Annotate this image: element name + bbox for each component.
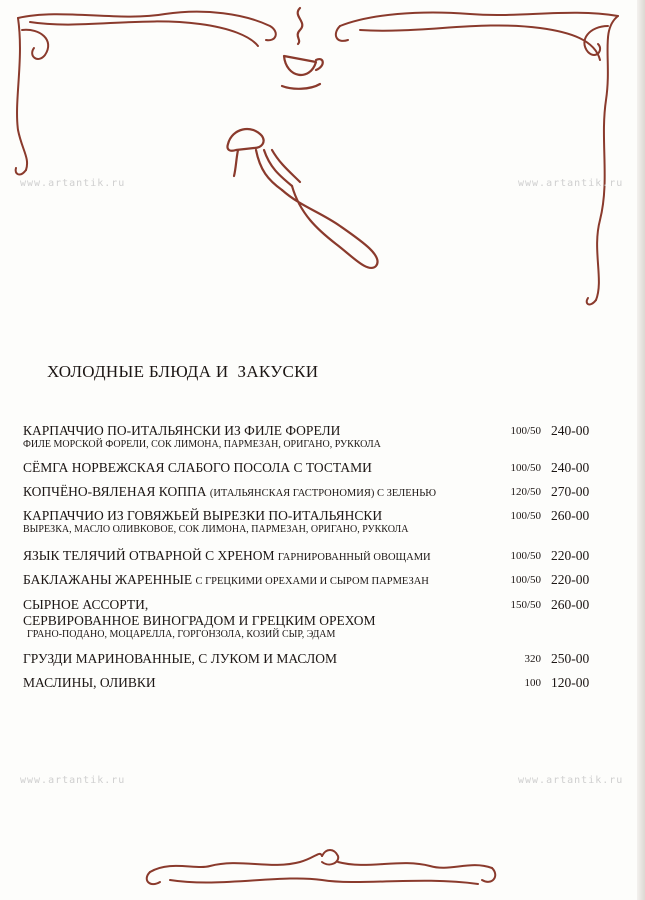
dish-name: ЯЗЫК ТЕЛЯЧИЙ ОТВАРНОЙ С ХРЕНОМ	[23, 548, 278, 563]
section-title: ХОЛОДНЫЕ БЛЮДА И ЗАКУСКИ	[47, 362, 319, 381]
menu-item	[23, 460, 623, 476]
watermark: www.artantik.ru	[518, 178, 624, 189]
dish-portion: 100/50	[510, 574, 541, 586]
dish-portion: 100	[524, 677, 541, 689]
dish-name: КАРПАЧЧИО ПО-ИТАЛЬЯНСКИ ИЗ ФИЛЕ ФОРЕЛИ	[23, 423, 341, 438]
dish-price: 240-00	[551, 460, 590, 475]
dish-portion: 100/50	[510, 550, 541, 562]
menu-item	[23, 423, 623, 451]
dish-description: ВЫРЕЗКА, МАСЛО ОЛИВКОВОЕ, СОК ЛИМОНА, ПАРМЕЗАН, ОРИГАНО, РУККОЛА	[23, 524, 409, 535]
dish-portion: 120/50	[510, 486, 541, 498]
dish-name: КОПЧЁНО-ВЯЛЕНАЯ КОППА	[23, 484, 210, 499]
watermark: www.artantik.ru	[518, 775, 624, 786]
dish-name: СЁМГА НОРВЕЖСКАЯ СЛАБОГО ПОСОЛА С ТОСТАМИ	[23, 460, 372, 475]
dish-description: ГРАНО-ПОДАНО, МОЦАРЕЛЛА, ГОРГОНЗОЛА, КОЗИЙ СЫР, ЭДАМ	[27, 629, 336, 640]
dish-portion: 100/50	[510, 425, 541, 437]
menu-item	[23, 572, 623, 590]
dish-name: СЫРНОЕ АССОРТИ,	[23, 597, 149, 612]
dish-price: 260-00	[551, 508, 590, 523]
dish-price: 220-00	[551, 548, 590, 563]
dish-price: 220-00	[551, 572, 590, 587]
dish-note: ГАРНИРОВАННЫЙ ОВОЩАМИ	[277, 552, 431, 563]
menu-item	[23, 484, 623, 502]
dish-name: МАСЛИНЫ, ОЛИВКИ	[23, 675, 156, 690]
dish-price: 250-00	[551, 651, 590, 666]
menu-item	[23, 651, 623, 667]
menu-item	[23, 675, 623, 691]
dish-portion: 150/50	[510, 599, 541, 611]
watermark: www.artantik.ru	[20, 178, 126, 189]
watermark: www.artantik.ru	[20, 775, 126, 786]
page-edge	[637, 0, 645, 900]
dish-name: ГРУЗДИ МАРИНОВАННЫЕ, С ЛУКОМ И МАСЛОМ	[23, 651, 337, 666]
mushroom-fork-icon	[227, 129, 377, 268]
menu-item	[23, 508, 623, 536]
dish-description: ФИЛЕ МОРСКОЙ ФОРЕЛИ, СОК ЛИМОНА, ПАРМЕЗАН, ОРИГАНО, РУККОЛА	[23, 439, 381, 450]
dish-portion: 320	[524, 653, 541, 665]
menu-item	[23, 548, 623, 566]
dish-price: 240-00	[551, 423, 590, 438]
dish-note: С ГРЕЦКИМИ ОРЕХАМИ И СЫРОМ ПАРМЕЗАН	[195, 576, 429, 587]
dish-portion: 100/50	[510, 510, 541, 522]
dish-name-line2: СЕРВИРОВАННОЕ ВИНОГРАДОМ И ГРЕЦКИМ ОРЕХОМ	[23, 613, 376, 628]
coffee-cup-icon	[282, 8, 323, 89]
dish-note: (ИТАЛЬЯНСКАЯ ГАСТРОНОМИЯ) С ЗЕЛЕНЬЮ	[209, 488, 437, 499]
dish-price: 270-00	[551, 484, 590, 499]
dish-portion: 100/50	[510, 462, 541, 474]
dish-name: БАКЛАЖАНЫ ЖАРЕННЫЕ	[23, 572, 196, 587]
dish-name: КАРПАЧЧИО ИЗ ГОВЯЖЬЕЙ ВЫРЕЗКИ ПО-ИТАЛЬЯНСКИ	[23, 508, 383, 523]
dish-price: 120-00	[551, 675, 590, 690]
bottom-flourish-icon	[147, 850, 496, 884]
menu-item	[23, 597, 623, 641]
dish-price: 260-00	[551, 597, 590, 612]
